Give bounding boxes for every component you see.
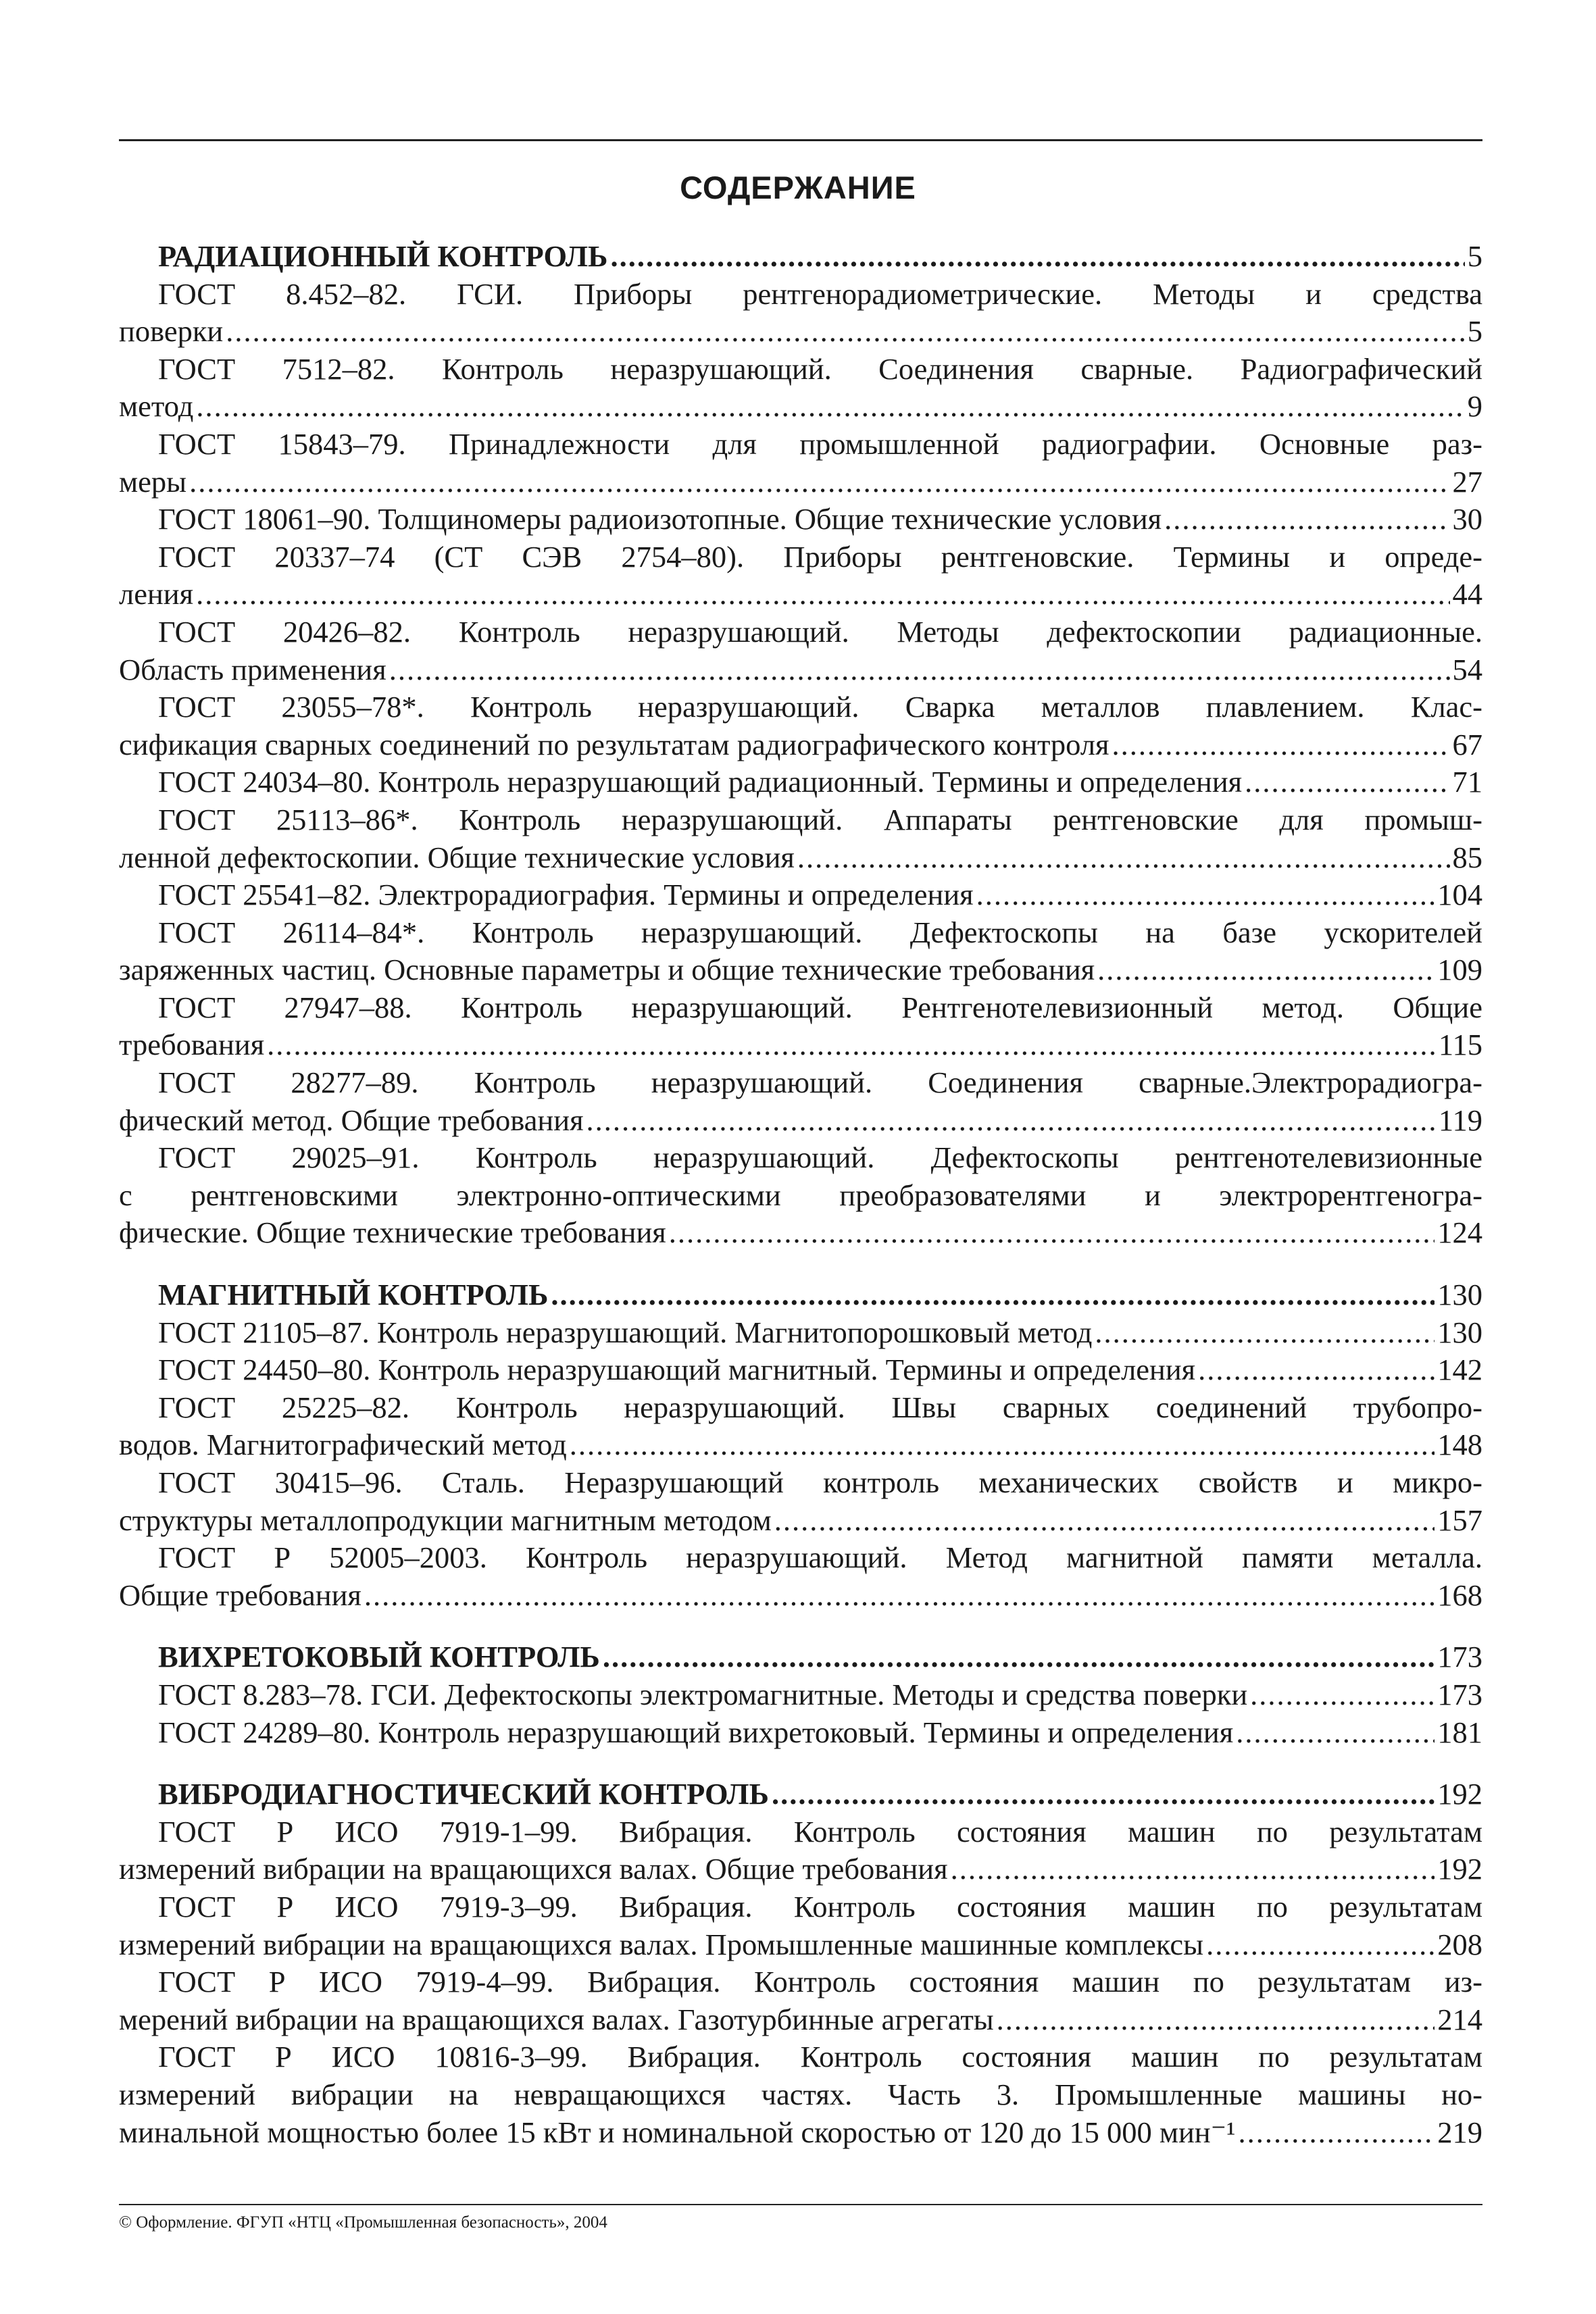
toc-entry[interactable] <box>119 613 1482 688</box>
entry-text-line: фический метод. Общие требования <box>119 1103 584 1137</box>
entry-text-line: ГОСТ 23055–78*. Контроль неразрушающий. Сварка металлов плавлением. Клас- <box>158 690 1482 724</box>
section-title: ВИБРОДИАГНОСТИЧЕСКИЙ КОНТРОЛЬ <box>158 1777 769 1811</box>
entry-text-line: ленной дефектоскопии. Общие технические условия <box>119 840 795 874</box>
leader-dots <box>226 313 1464 351</box>
entry-text-line: ГОСТ Р ИСО 7919-1–99. Вибрация. Контроль состояния машин по результатам <box>158 1814 1482 1848</box>
section-heading[interactable] <box>119 1276 1482 1314</box>
leader-dots <box>610 238 1464 276</box>
page-number: 173 <box>1437 1640 1482 1674</box>
leader-dots <box>1245 763 1449 801</box>
entry-text-line: с рентгеновскими электронно-оптическими преобразователями и электрорентгеногра- <box>119 1178 1482 1212</box>
leader-dots <box>570 1426 1435 1464</box>
bottom-rule <box>119 2204 1482 2205</box>
toc-entry[interactable] <box>119 538 1482 613</box>
leader-dots <box>267 1026 1436 1064</box>
leader-dots <box>364 1577 1435 1615</box>
page-number: 124 <box>1437 1215 1482 1250</box>
entry-text-line: мерений вибрации на вращающихся валах. Газотурбинные агрегаты <box>119 2002 994 2036</box>
page-number: 181 <box>1437 1715 1482 1749</box>
toc-entry[interactable] <box>119 1064 1482 1139</box>
leader-dots <box>389 651 1450 689</box>
page-number: 130 <box>1437 1315 1482 1349</box>
entry-text-line: ГОСТ 26114–84*. Контроль неразрушающий. Дефектоскопы на базе ускорителей <box>158 915 1482 949</box>
toc-entry[interactable] <box>119 914 1482 989</box>
entry-text-line: измерений вибрации на вращающихся валах. Промышленные машинные комплексы <box>119 1927 1204 1961</box>
toc-entry[interactable] <box>119 1676 1482 1714</box>
page-number: 119 <box>1438 1103 1482 1137</box>
page-number: 192 <box>1437 1777 1482 1811</box>
toc-entry[interactable] <box>119 276 1482 351</box>
entry-text-line: измерений вибрации на вращающихся валах. Общие требования <box>119 1852 948 1886</box>
leader-dots <box>551 1276 1435 1314</box>
page-number: 9 <box>1467 389 1482 424</box>
page-number: 168 <box>1437 1578 1482 1612</box>
toc-entry[interactable] <box>119 2038 1482 2151</box>
page-number: 30 <box>1452 502 1482 536</box>
page-number: 142 <box>1437 1353 1482 1387</box>
leader-dots <box>997 2001 1435 2039</box>
entry-text-line: водов. Магнитографический метод <box>119 1428 567 1462</box>
section-heading[interactable] <box>119 1638 1482 1676</box>
copyright-footer: © Оформление. ФГУП «НТЦ «Промышленная безопасность», 2004 <box>119 2213 607 2232</box>
entry-text-line: ГОСТ Р ИСО 7919-3–99. Вибрация. Контроль состояния машин по результатам <box>158 1889 1482 1923</box>
entry-text-line: заряженных частиц. Основные параметры и общие технические требования <box>119 953 1095 987</box>
leader-dots <box>797 839 1450 877</box>
leader-dots <box>669 1214 1435 1252</box>
entry-text-line: сификация сварных соединений по результатам радиографического контроля <box>119 727 1109 761</box>
entry-text-line: ГОСТ 24034–80. Контроль неразрушающий радиационный. Термины и определения <box>158 765 1243 799</box>
page-number: 104 <box>1437 878 1482 912</box>
leader-dots <box>1236 1714 1435 1752</box>
entry-text-line: меры <box>119 464 187 499</box>
toc-entry[interactable] <box>119 501 1482 538</box>
toc-entry[interactable] <box>119 989 1482 1064</box>
toc-entry[interactable] <box>119 1888 1482 1963</box>
leader-dots <box>1112 726 1450 764</box>
leader-dots <box>196 576 1449 613</box>
toc-entry[interactable] <box>119 1714 1482 1752</box>
page-number: 27 <box>1452 464 1482 499</box>
entry-text-line: ГОСТ 24289–80. Контроль неразрушающий вихретоковый. Термины и определения <box>158 1715 1234 1749</box>
entry-text-line: ГОСТ 18061–90. Толщиномеры радиоизотопные. Общие технические условия <box>158 502 1162 536</box>
leader-dots <box>587 1102 1436 1140</box>
leader-dots <box>1206 1926 1435 1964</box>
toc-entry[interactable] <box>119 1464 1482 1539</box>
section-heading[interactable] <box>119 238 1482 276</box>
entry-text-line: структуры металлопродукции магнитным методом <box>119 1503 772 1537</box>
toc-entry[interactable] <box>119 1139 1482 1252</box>
page-number: 67 <box>1452 727 1482 761</box>
entry-text-line: фические. Общие технические требования <box>119 1215 666 1250</box>
section-title: МАГНИТНЫЙ КОНТРОЛЬ <box>158 1278 549 1312</box>
section-title: ВИХРЕТОКОВЫЙ КОНТРОЛЬ <box>158 1640 600 1674</box>
entry-text-line: ГОСТ 21105–87. Контроль неразрушающий. Магнитопорошковый метод <box>158 1315 1093 1349</box>
entry-text-line: ГОСТ 25541–82. Электрорадиография. Термины и определения <box>158 878 974 912</box>
entry-text-line: ГОСТ 24450–80. Контроль неразрушающий магнитный. Термины и определения <box>158 1353 1196 1387</box>
page-number: 5 <box>1467 314 1482 349</box>
toc-entry[interactable] <box>119 351 1482 426</box>
entry-text-line: ления <box>119 577 194 611</box>
toc-entry[interactable] <box>119 1963 1482 2038</box>
entry-text-line: ГОСТ 25113–86*. Контроль неразрушающий. Аппараты рентгеновские для промыш- <box>158 802 1482 836</box>
entry-text-line: ГОСТ Р 52005–2003. Контроль неразрушающий. Метод магнитной памяти металла. <box>158 1540 1482 1575</box>
section-title: РАДИАЦИОННЫЙ КОНТРОЛЬ <box>158 239 608 273</box>
page-number: 219 <box>1437 2115 1482 2149</box>
entry-text-line: Область применения <box>119 652 386 686</box>
toc-entry[interactable] <box>119 1539 1482 1614</box>
entry-text-line: измерений вибрации на невращающихся частях. Часть 3. Промышленные машины но- <box>119 2077 1482 2111</box>
entry-text-line: ГОСТ 30415–96. Сталь. Неразрушающий контроль механических свойств и микро- <box>158 1465 1482 1499</box>
page-number: 71 <box>1452 765 1482 799</box>
entry-text-line: ГОСТ Р ИСО 7919-4–99. Вибрация. Контроль состояния машин по результатам из- <box>158 1965 1482 1999</box>
page-number: 214 <box>1437 2002 1482 2036</box>
entry-text-line: минальной мощностью более 15 кВт и номинальной скоростью от 120 до 15 000 мин⁻¹ <box>119 2115 1236 2149</box>
leader-dots <box>1198 1351 1435 1389</box>
entry-text-line: ГОСТ 20426–82. Контроль неразрушающий. Методы дефектоскопии радиационные. <box>158 614 1482 649</box>
leader-dots <box>1097 951 1435 989</box>
page-number: 130 <box>1437 1278 1482 1312</box>
toc-entry[interactable] <box>119 1389 1482 1464</box>
entry-text-line: ГОСТ 27947–88. Контроль неразрушающий. Рентгенотелевизионный метод. Общие <box>158 990 1482 1024</box>
top-rule <box>119 139 1482 141</box>
leader-dots <box>1238 2114 1435 2152</box>
toc-entry[interactable] <box>119 801 1482 876</box>
leader-dots <box>603 1638 1435 1676</box>
leader-dots <box>774 1502 1435 1540</box>
toc-entry[interactable] <box>119 1813 1482 1888</box>
entry-text-line: ГОСТ 8.452–82. ГСИ. Приборы рентгенорадиометрические. Методы и средства <box>158 276 1482 311</box>
page-number: 5 <box>1467 239 1482 273</box>
section-heading[interactable] <box>119 1776 1482 1813</box>
entry-text-line: метод <box>119 389 194 424</box>
toc-entry[interactable] <box>119 426 1482 501</box>
toc-entry[interactable] <box>119 1351 1482 1389</box>
page-number: 85 <box>1452 840 1482 874</box>
page-number: 115 <box>1438 1028 1482 1062</box>
page-number: 192 <box>1437 1852 1482 1886</box>
leader-dots <box>196 388 1464 426</box>
entry-text-line: ГОСТ 29025–91. Контроль неразрушающий. Дефектоскопы рентгенотелевизионные <box>158 1140 1482 1175</box>
toc-entry[interactable] <box>119 1314 1482 1352</box>
page-number: 173 <box>1437 1677 1482 1711</box>
table-of-contents <box>119 238 1482 2151</box>
entry-text-line: требования <box>119 1028 265 1062</box>
entry-text-line: ГОСТ 25225–82. Контроль неразрушающий. Швы сварных соединений трубопро- <box>158 1390 1482 1424</box>
entry-text-line: ГОСТ 28277–89. Контроль неразрушающий. Соединения сварные.Электрорадиогра- <box>158 1065 1482 1100</box>
entry-text-line: ГОСТ Р ИСО 10816-3–99. Вибрация. Контроль состояния машин по результатам <box>158 2040 1482 2074</box>
leader-dots <box>1164 501 1449 538</box>
page-number: 148 <box>1437 1428 1482 1462</box>
entry-text-line: ГОСТ 7512–82. Контроль неразрушающий. Соединения сварные. Радиографический <box>158 351 1482 386</box>
leader-dots <box>772 1776 1435 1813</box>
page-title: СОДЕРЖАНИЕ <box>680 170 916 205</box>
page-number: 157 <box>1437 1503 1482 1537</box>
page-number: 208 <box>1437 1927 1482 1961</box>
leader-dots <box>1095 1314 1435 1352</box>
entry-text-line: поверки <box>119 314 224 349</box>
entry-text-line: ГОСТ 20337–74 (СТ СЭВ 2754–80). Приборы рентгеновские. Термины и опреде- <box>158 539 1482 574</box>
leader-dots <box>976 876 1435 914</box>
page-number: 44 <box>1452 577 1482 611</box>
entry-text-line: Общие требования <box>119 1578 361 1612</box>
entry-text-line: ГОСТ 15843–79. Принадлежности для промышленной радиографии. Основные раз- <box>158 426 1482 461</box>
toc-entry[interactable] <box>119 688 1482 763</box>
toc-entry[interactable] <box>119 763 1482 801</box>
toc-entry[interactable] <box>119 876 1482 914</box>
page-number: 54 <box>1452 652 1482 686</box>
entry-text-line: ГОСТ 8.283–78. ГСИ. Дефектоскопы электромагнитные. Методы и средства поверки <box>158 1677 1248 1711</box>
leader-dots <box>951 1851 1435 1888</box>
page-number: 109 <box>1437 953 1482 987</box>
leader-dots <box>189 463 1449 501</box>
leader-dots <box>1250 1676 1435 1714</box>
